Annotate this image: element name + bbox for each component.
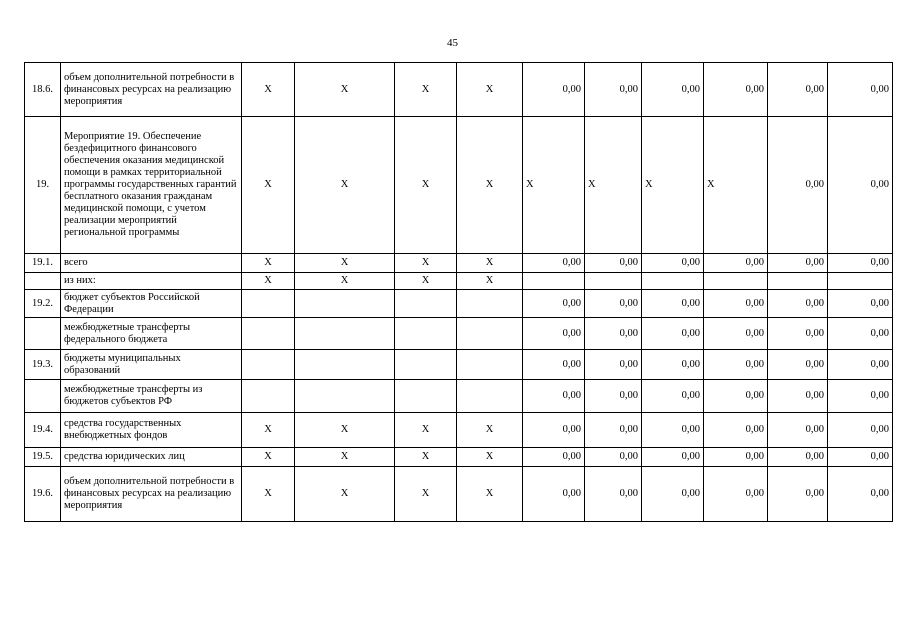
mark-cell [395,318,457,350]
mark-cell: X [295,254,395,273]
value-cell: 0,00 [768,254,828,273]
row-number [25,380,61,413]
mark-cell [295,290,395,318]
value-cell: 0,00 [523,380,585,413]
mark-cell [395,350,457,380]
row-number [25,273,61,290]
value-cell: 0,00 [828,467,893,522]
value-cell: 0,00 [585,380,642,413]
value-cell: 0,00 [768,318,828,350]
value-cell: 0,00 [523,350,585,380]
value-cell: 0,00 [828,63,893,117]
table-body [25,63,893,522]
row-description: бюджеты муниципальных образований [61,350,242,380]
mark-cell: X [395,413,457,448]
value-cell: 0,00 [768,350,828,380]
value-cell: 0,00 [704,254,768,273]
budget-table [24,62,893,522]
mark-cell: X [457,117,523,254]
mark-cell: X [242,63,295,117]
mark-cell: X [242,467,295,522]
mark-cell: X [395,448,457,467]
row-number: 19.3. [25,350,61,380]
value-cell: 0,00 [768,467,828,522]
value-cell: X [523,117,585,254]
mark-cell: X [457,273,523,290]
row-description: межбюджетные трансферты федерального бюджета [61,318,242,350]
mark-cell: X [242,254,295,273]
value-cell [585,273,642,290]
mark-cell: X [295,413,395,448]
mark-cell [457,290,523,318]
mark-cell [242,290,295,318]
row-number [25,318,61,350]
row-description: Мероприятие 19. Обеспечение бездефицитного финансового обеспечения оказания медицинской помощи в рамках территориальной программы государственных гарантий бесплатного оказания гражданам медицинской помощи, с учетом реализации мероприятий региональной программы [61,117,242,254]
table-row [25,350,893,380]
row-number: 19.6. [25,467,61,522]
row-number: 19.1. [25,254,61,273]
value-cell: 0,00 [828,350,893,380]
value-cell: 0,00 [642,448,704,467]
page-number: 45 [447,37,458,49]
mark-cell: X [457,467,523,522]
value-cell: 0,00 [523,63,585,117]
mark-cell [457,380,523,413]
mark-cell: X [395,273,457,290]
value-cell: 0,00 [768,63,828,117]
mark-cell: X [457,413,523,448]
value-cell: 0,00 [585,467,642,522]
value-cell: 0,00 [642,380,704,413]
value-cell: 0,00 [642,350,704,380]
value-cell: 0,00 [768,117,828,254]
value-cell: 0,00 [768,413,828,448]
value-cell: 0,00 [704,448,768,467]
row-description: из них: [61,273,242,290]
mark-cell: X [395,117,457,254]
row-description: средства государственных внебюджетных фондов [61,413,242,448]
mark-cell [242,380,295,413]
value-cell: 0,00 [828,380,893,413]
value-cell: 0,00 [704,380,768,413]
table-row [25,448,893,467]
row-description: средства юридических лиц [61,448,242,467]
value-cell: 0,00 [704,63,768,117]
row-number: 19.4. [25,413,61,448]
mark-cell: X [395,467,457,522]
mark-cell [242,350,295,380]
value-cell: 0,00 [828,413,893,448]
value-cell: 0,00 [768,448,828,467]
row-number: 18.6. [25,63,61,117]
mark-cell: X [242,448,295,467]
value-cell: 0,00 [704,318,768,350]
value-cell: 0,00 [828,117,893,254]
mark-cell: X [457,63,523,117]
value-cell [704,273,768,290]
mark-cell [395,290,457,318]
value-cell: 0,00 [523,254,585,273]
mark-cell: X [295,63,395,117]
value-cell: 0,00 [642,63,704,117]
mark-cell [295,350,395,380]
mark-cell: X [295,273,395,290]
mark-cell: X [395,63,457,117]
table-row [25,413,893,448]
mark-cell: X [457,254,523,273]
value-cell: 0,00 [828,448,893,467]
value-cell: 0,00 [642,413,704,448]
value-cell: 0,00 [828,254,893,273]
mark-cell: X [295,448,395,467]
row-description: объем дополнительной потребности в финансовых ресурсах на реализацию мероприятия [61,467,242,522]
value-cell [642,273,704,290]
value-cell: 0,00 [523,467,585,522]
value-cell: 0,00 [523,290,585,318]
value-cell: 0,00 [642,290,704,318]
value-cell: 0,00 [704,467,768,522]
value-cell: 0,00 [523,448,585,467]
value-cell: 0,00 [585,448,642,467]
row-number: 19. [25,117,61,254]
mark-cell [457,350,523,380]
value-cell: 0,00 [585,254,642,273]
value-cell: 0,00 [585,413,642,448]
value-cell: X [585,117,642,254]
mark-cell: X [457,448,523,467]
mark-cell: X [295,467,395,522]
mark-cell: X [242,117,295,254]
value-cell: 0,00 [828,290,893,318]
row-number: 19.2. [25,290,61,318]
mark-cell [457,318,523,350]
mark-cell [295,318,395,350]
mark-cell [295,380,395,413]
value-cell [768,273,828,290]
value-cell: 0,00 [585,318,642,350]
table-row [25,318,893,350]
value-cell: X [642,117,704,254]
value-cell: 0,00 [585,63,642,117]
value-cell: 0,00 [642,254,704,273]
value-cell: 0,00 [585,350,642,380]
row-description: бюджет субъектов Российской Федерации [61,290,242,318]
value-cell: 0,00 [828,318,893,350]
table-row [25,290,893,318]
mark-cell [395,380,457,413]
row-description: межбюджетные трансферты из бюджетов субъектов РФ [61,380,242,413]
value-cell: 0,00 [642,467,704,522]
table-row [25,63,893,117]
value-cell: 0,00 [768,290,828,318]
value-cell: 0,00 [523,318,585,350]
value-cell: X [704,117,768,254]
value-cell: 0,00 [585,290,642,318]
table-row [25,380,893,413]
value-cell: 0,00 [704,413,768,448]
value-cell [828,273,893,290]
value-cell: 0,00 [642,318,704,350]
mark-cell: X [395,254,457,273]
value-cell: 0,00 [768,380,828,413]
row-number: 19.5. [25,448,61,467]
mark-cell: X [295,117,395,254]
value-cell: 0,00 [704,350,768,380]
value-cell [523,273,585,290]
mark-cell [242,318,295,350]
mark-cell: X [242,273,295,290]
table-row [25,254,893,273]
value-cell: 0,00 [523,413,585,448]
table-row [25,273,893,290]
row-description: объем дополнительной потребности в финансовых ресурсах на реализацию мероприятия [61,63,242,117]
table-row [25,117,893,254]
row-description: всего [61,254,242,273]
table-row [25,467,893,522]
mark-cell: X [242,413,295,448]
value-cell: 0,00 [704,290,768,318]
